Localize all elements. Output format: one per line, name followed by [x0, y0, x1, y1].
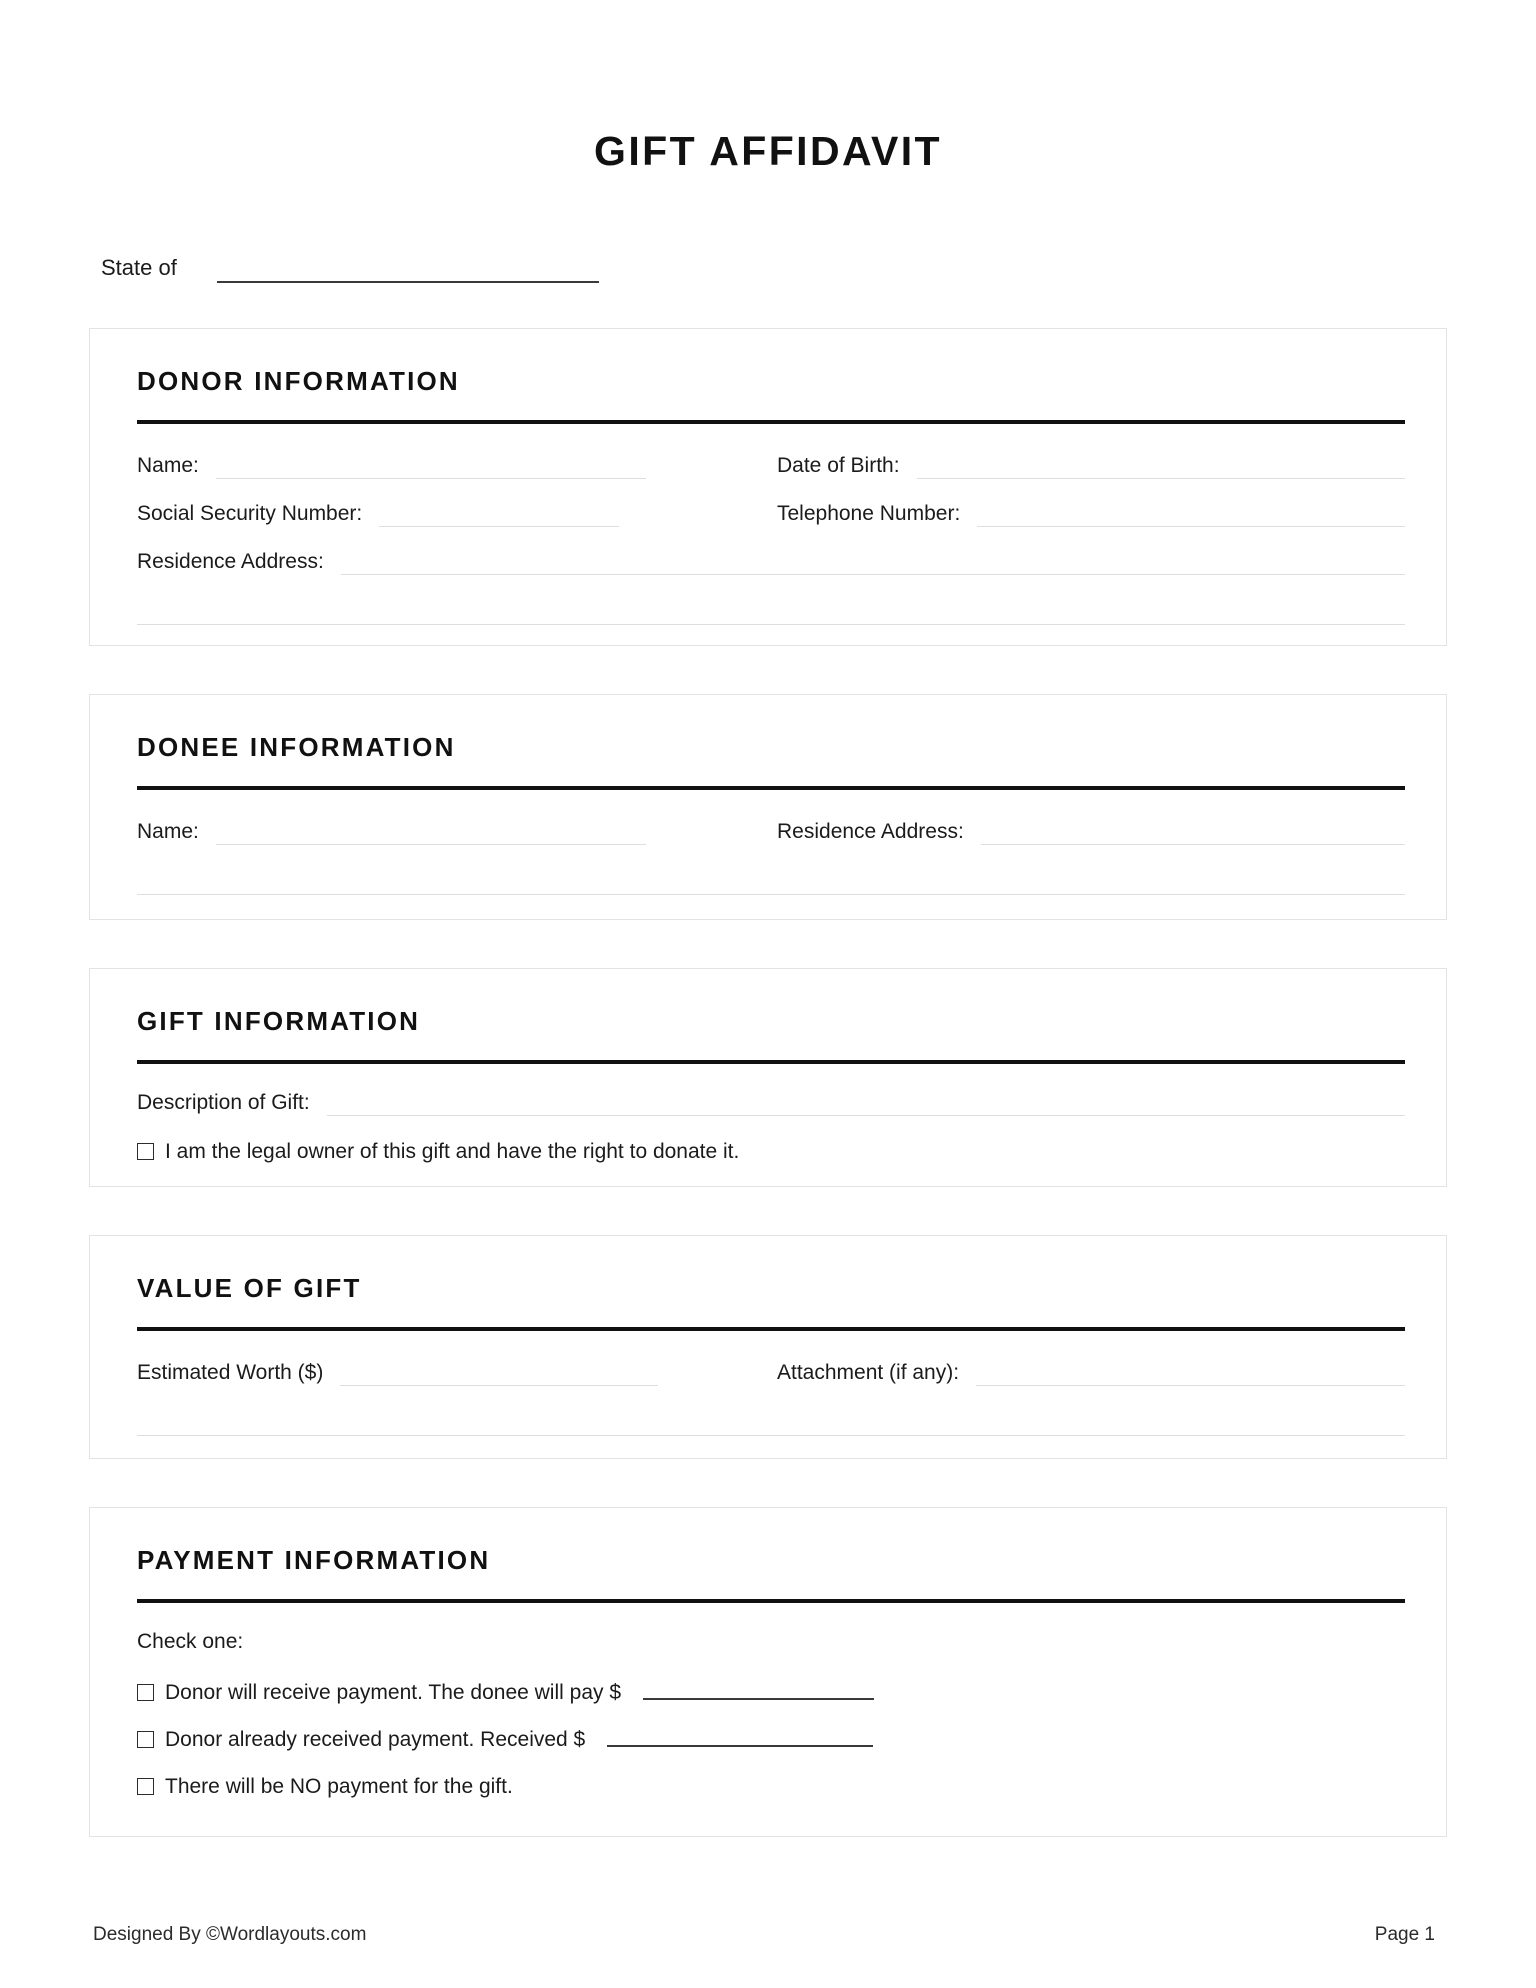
donee-fields	[128, 821, 1408, 895]
checkbox-icon[interactable]	[137, 1143, 154, 1160]
state-of-row	[0, 257, 1536, 283]
payment-section-heading: PAYMENT INFORMATION	[137, 1545, 491, 1575]
donor-dob-input[interactable]	[917, 462, 1405, 479]
gift-description-input[interactable]	[327, 1099, 1405, 1116]
gift-fields	[128, 1092, 1408, 1162]
donor-row-address	[137, 551, 1405, 575]
donor-dob-label: Date of Birth:	[777, 454, 900, 477]
donee-name-label: Name:	[137, 820, 199, 843]
donor-ssn-field	[137, 503, 777, 527]
donor-address-input[interactable]	[341, 558, 1405, 575]
donee-section-divider	[137, 786, 1405, 790]
donor-telephone-field	[777, 503, 1405, 527]
donor-telephone-label: Telephone Number:	[777, 502, 961, 525]
donor-address-field	[137, 551, 1405, 575]
payment-option-row[interactable]	[137, 1682, 1405, 1703]
page-footer	[0, 1924, 1536, 1946]
donor-name-label: Name:	[137, 454, 199, 477]
donor-address-input-line2[interactable]	[137, 624, 1405, 625]
section-value-of-gift	[89, 1235, 1447, 1459]
donee-address-input-line2[interactable]	[137, 894, 1405, 895]
value-section-heading: VALUE OF GIFT	[137, 1273, 362, 1303]
donor-ssn-input[interactable]	[379, 510, 619, 527]
donor-address-line2-row	[137, 624, 1405, 625]
donor-section-divider	[137, 420, 1405, 424]
donee-address-label: Residence Address:	[777, 820, 964, 843]
attachment-input[interactable]	[976, 1369, 1405, 1386]
payment-option-amount-input[interactable]	[643, 1685, 874, 1700]
payment-option-row[interactable]	[137, 1776, 1405, 1797]
footer-credit: Designed By ©Wordlayouts.com	[93, 1924, 367, 1945]
donor-telephone-input[interactable]	[977, 510, 1405, 527]
footer-page-number: Page 1	[1374, 1924, 1435, 1945]
donor-section-heading: DONOR INFORMATION	[137, 366, 460, 396]
donor-dob-field	[777, 455, 1405, 479]
value-row-worth-attachment	[137, 1362, 1405, 1386]
checkbox-icon[interactable]	[137, 1731, 154, 1748]
donor-name-field	[137, 455, 777, 479]
section-donor-information	[89, 328, 1447, 646]
checkbox-icon[interactable]	[137, 1684, 154, 1701]
gift-description-field	[137, 1092, 1405, 1116]
attachment-label: Attachment (if any):	[777, 1361, 960, 1384]
value-section-divider	[137, 1327, 1405, 1331]
gift-ownership-checkbox-label: I am the legal owner of this gift and have the right to donate it.	[165, 1140, 740, 1163]
donee-row-name-address	[137, 821, 1405, 845]
payment-fields	[128, 1631, 1408, 1797]
donee-section-heading: DONEE INFORMATION	[137, 732, 456, 762]
donor-ssn-label: Social Security Number:	[137, 502, 363, 525]
page-title: GIFT AFFIDAVIT	[594, 128, 942, 174]
donor-row-name-dob	[137, 455, 1405, 479]
state-of-input[interactable]	[217, 263, 599, 283]
payment-option-label: Donor already received payment. Received $	[165, 1728, 586, 1751]
gift-ownership-checkbox-row[interactable]	[137, 1141, 1405, 1162]
gift-description-label: Description of Gift:	[137, 1091, 310, 1114]
value-extra-input-line[interactable]	[137, 1435, 1405, 1436]
section-gift-information	[89, 968, 1447, 1187]
gift-section-heading: GIFT INFORMATION	[137, 1006, 421, 1036]
donee-name-field	[137, 821, 777, 845]
donee-name-input[interactable]	[216, 828, 646, 845]
donor-fields	[128, 455, 1408, 625]
donee-address-field	[777, 821, 1405, 845]
state-of-label: State of	[101, 255, 177, 280]
estimated-worth-input[interactable]	[340, 1369, 658, 1386]
donee-address-line2-row	[137, 894, 1405, 895]
payment-option-label: Donor will receive payment. The donee will pay $	[165, 1681, 622, 1704]
estimated-worth-field	[137, 1362, 777, 1386]
value-extra-line-row	[137, 1435, 1405, 1436]
donor-address-label: Residence Address:	[137, 550, 324, 573]
section-payment-information	[89, 1507, 1447, 1837]
gift-row-description	[137, 1092, 1405, 1116]
section-donee-information	[89, 694, 1447, 920]
attachment-field	[777, 1362, 1405, 1386]
payment-option-amount-input[interactable]	[607, 1732, 873, 1747]
value-fields	[128, 1362, 1408, 1436]
estimated-worth-label: Estimated Worth ($)	[137, 1361, 324, 1384]
donee-address-input[interactable]	[981, 828, 1405, 845]
payment-option-row[interactable]	[137, 1729, 1405, 1750]
gift-section-divider	[137, 1060, 1405, 1064]
payment-option-label: There will be NO payment for the gift.	[165, 1775, 513, 1798]
payment-section-divider	[137, 1599, 1405, 1603]
donor-row-ssn-phone	[137, 503, 1405, 527]
donor-name-input[interactable]	[216, 462, 646, 479]
checkbox-icon[interactable]	[137, 1778, 154, 1795]
payment-instruction: Check one:	[137, 1630, 244, 1653]
